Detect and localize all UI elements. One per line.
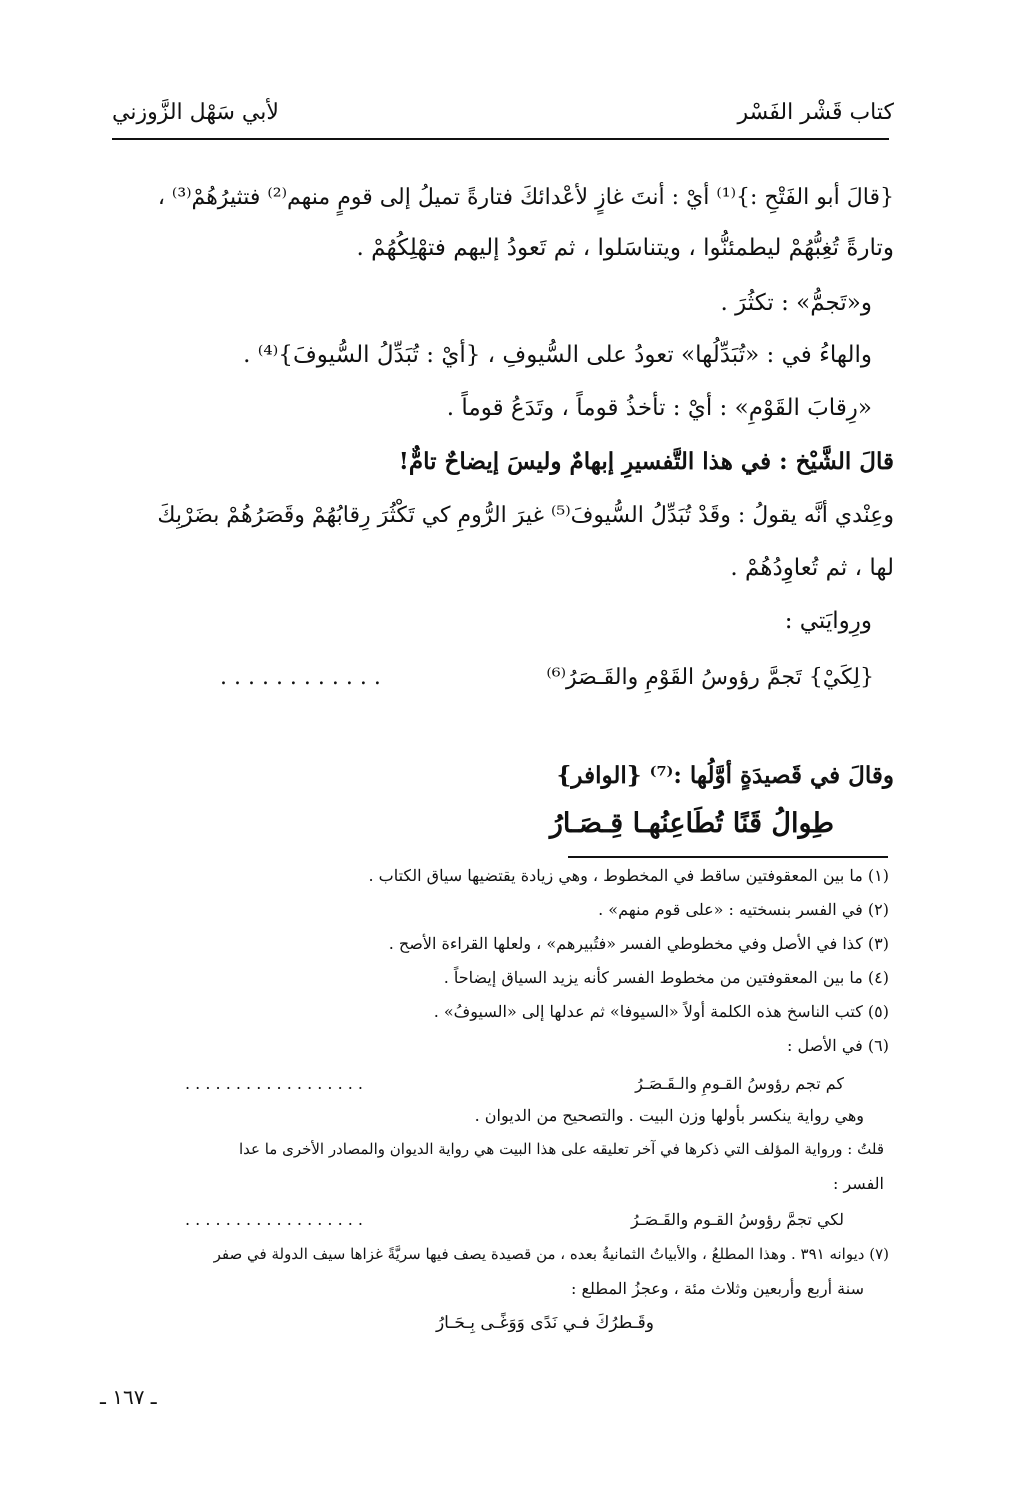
footnote-6-line-4: الفسر :	[833, 1174, 884, 1193]
footnote-rule	[568, 856, 888, 858]
footnote-6-verse-original	[185, 1074, 844, 1100]
footnote-verse-text: كم تجم رؤوسُ القـومِ والـقَـصَـرُ	[635, 1074, 844, 1093]
running-header-author: لأبي سَهْل الزَّوزني	[112, 100, 279, 125]
body-line-2: وتارةً تُغِبُّهُمْ ليطمئنُّوا ، ويتناسَلوا ، ثم تَعودُ إليهم فتهْلِكُهُمْ .	[356, 235, 894, 261]
footnote-4: (٤) ما بين المعقوفتين من مخطوط الفسر كأنه يزيد السياق إيضاحاً .	[443, 968, 889, 987]
body-line-3: و«تَجمُّ» : تكثُرَ .	[720, 290, 872, 316]
footnote-5: (٥) كتب الناسخ هذه الكلمة أولاً «السيوفا» ثم عدلها إلى «السيوفُ» .	[433, 1002, 889, 1021]
footnote-verse-text: لكي تجمَّ رؤوسُ القـوم والقَـصَـرُ	[630, 1210, 844, 1229]
footnote-6-line-2: وهي رواية ينكسر بأولها وزن البيت . والتصحيح من الديوان .	[474, 1106, 864, 1125]
header-rule	[112, 138, 889, 140]
body-line-4: والهاءُ في : «تُبَدِّلُها» تعودُ على السُّيوفِ ، {أيْ : تُبَدِّلُ السُّيوفَ}⁽⁴⁾ .	[243, 342, 872, 368]
footnote-7-line-1: (٧) ديوانه ٣٩١ . وهذا المطلعُ ، والأبياتُ الثمانيةُ بعده ، من قصيدة يصف فيها سريَّةً غزاها سيف الدولة في صفر	[213, 1245, 889, 1263]
footnote-7-verse: وقَـطرُكَ فـي نَدًى وَوَغًـى بِـحَـارُ	[435, 1313, 654, 1333]
footnote-6-intro: (٦) في الأصل :	[787, 1036, 889, 1055]
body-line-1: {قالَ أبو الفَتْحِ :}⁽¹⁾ أيْ : أنتَ غازٍ لأعْدائكَ فتارةً تميلُ إلى قومٍ منهم⁽²⁾ فتثيرُهُمْ⁽³⁾ ،	[157, 185, 894, 210]
footnote-6-line-3: قلتُ : ورواية المؤلف التي ذكرها في آخر تعليقه على هذا البيت هي رواية الديوان والمصادر الأخرى ما عدا	[238, 1140, 884, 1158]
poem-opening-line: طِوالُ قَنًا تُطَاعِنُهـا قِـصَـارُ	[549, 808, 834, 839]
footnote-7-line-2: سنة أربع وأربعين وثلاث مئة ، وعجزُ المطلع :	[571, 1279, 864, 1298]
body-line-8: لها ، ثم تُعاوِدُهُمْ .	[730, 555, 894, 581]
footnote-6-verse-diwan	[185, 1210, 844, 1236]
running-header-book-title: كتاب قَشْر الفَسْر	[737, 100, 894, 125]
body-line-6: قالَ الشَّيْخ : في هذا التَّفسيرِ إبهامٌ وليسَ إيضاحٌ تامٌّ!	[398, 448, 894, 475]
body-line-7: وعِنْدي أنَّه يقولُ : وقَدْ تُبَدِّلُ السُّيوفَ⁽⁵⁾ غيرَ الرُّومِ كي تَكْثُرَ رِقابُهُمْ وقَصَرُهُمْ بضَرْبِكَ	[157, 503, 894, 528]
footnote-2: (٢) في الفسر بنسختيه : «على قوم منهم» .	[598, 900, 889, 919]
footnote-3: (٣) كذا في الأصل وفي مخطوطي الفسر «فتُبيرهم» ، ولعلها القراءة الأصح .	[388, 934, 889, 953]
footnote-verse-dots: . . . . . . . . . . . . . . . . . .	[185, 1210, 364, 1229]
page-number: ـ ١٦٧ ـ	[100, 1385, 157, 1409]
poem-intro: وقالَ في قَصيدَةٍ أوَّلُها :⁽⁷⁾ {الوافر}	[556, 762, 894, 789]
footnote-1: (١) ما بين المعقوفتين ساقط في المخطوط ، وهي زيادة يقتضيها سياق الكتاب .	[368, 866, 889, 885]
body-line-5: «رِقابَ القَوْمِ» : أيْ : تأخذُ قوماً ، وتَدَعُ قوماً .	[446, 395, 872, 421]
verse-second-hemistich: {لِكَيْ} تَجمَّ رؤوسُ القَوْمِ والقَـصَرُ⁽⁶⁾	[546, 664, 874, 690]
verse-first-hemistich: . . . . . . . . . . . .	[220, 664, 381, 690]
footnote-verse-dots: . . . . . . . . . . . . . . . . . .	[185, 1074, 364, 1093]
body-line-9: ورِوايَتي :	[784, 608, 872, 634]
verse-my-reading	[220, 660, 874, 694]
